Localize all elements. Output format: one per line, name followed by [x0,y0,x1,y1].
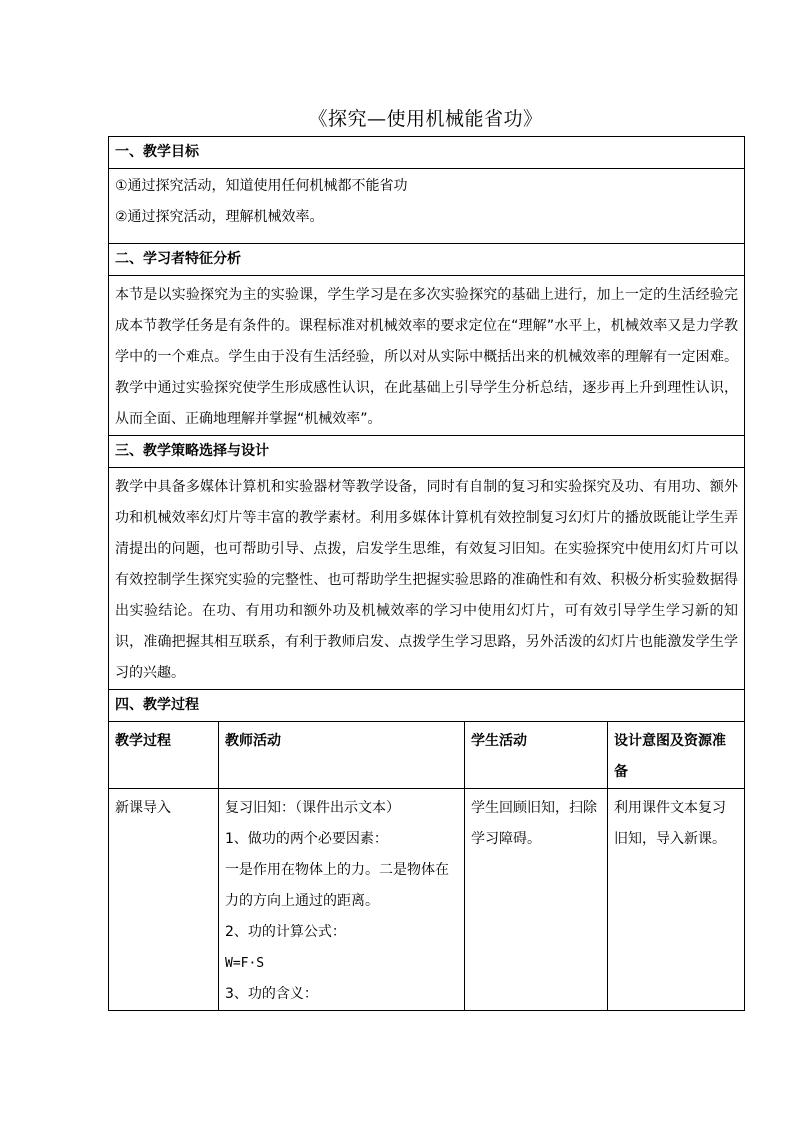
section-3-heading-row [109,436,745,468]
design-intent-cell: 利用课件文本复习旧知，导入新课。 [608,789,745,1011]
teacher-activity-line: 一是作用在物体上的力。二是物体在力的方向上通过的距离。 [225,862,449,909]
section-2-heading: 二、学习者特征分析 [109,244,745,276]
lesson-plan-table [108,136,745,1011]
teaching-goals-cell [109,169,745,244]
column-header-student: 学生活动 [465,722,608,789]
column-header-design: 设计意图及资源准备 [608,722,745,789]
teacher-activity-line: 1、做功的两个必要因素： [225,831,388,847]
teaching-goal-item: ①通过探究活动，知道使用任何机械都不能省功 [115,178,408,194]
process-header-row [109,722,745,789]
column-header-teacher: 教师活动 [219,722,465,789]
teacher-activity-line: 2、功的计算公式： [225,924,346,940]
section-4-heading-row [109,690,745,722]
teaching-goal-item: ②通过探究活动，理解机械效率。 [115,209,324,225]
section-1-heading: 一、教学目标 [109,137,745,169]
section-2-heading-row [109,244,745,276]
section-1-heading-row [109,137,745,169]
stage-cell: 新课导入 [109,789,219,1011]
teacher-activity-line: 3、功的含义： [225,986,318,1002]
teacher-activity-line: 复习旧知：（课件出示文本） [225,800,400,816]
section-1-body-row [109,169,745,244]
column-header-stage: 教学过程 [109,722,219,789]
section-3-heading: 三、教学策略选择与设计 [109,436,745,468]
section-2-body-row [109,276,745,436]
work-formula: W=F·S [225,956,265,971]
learner-analysis-text: 本节是以实验探究为主的实验课，学生学习是在多次实验探究的基础上进行，加上一定的生活经验完成本节教学任务是有条件的。课程标准对机械效率的要求定位在“理解”水平上，机械效率又是力学教学中的一个难点。学生由于没有生活经验，所以对从实际中概括出来的机械效率的理解有一定困难。教学中通过实验探究使学生形成感性认识，在此基础上引导学生分析总结，逐步再上升到理性认识，从而全面、正确地理解并掌握“机械效率”。 [109,276,745,436]
strategy-design-text: 教学中具备多媒体计算机和实验器材等教学设备，同时有自制的复习和实验探究及功、有用功、额外功和机械效率幻灯片等丰富的教学素材。利用多媒体计算机有效控制复习幻灯片的播放既能让学生弄清提出的问题，也可帮助引导、点拨，启发学生思维，有效复习旧知。在实验探究中使用幻灯片可以有效控制学生探究实验的完整性、也可帮助学生把握实验思路的准确性和有效、积极分析实验数据得出实验结论。在功、有用功和额外功及机械效率的学习中使用幻灯片，可有效引导学生学习新的知识，准确把握其相互联系，有利于教师启发、点拨学生学习思路，另外活泼的幻灯片也能激发学生学习的兴趣。 [109,468,745,690]
process-row [109,789,745,1011]
teacher-activity-cell [219,789,465,1011]
student-activity-cell: 学生回顾旧知，扫除学习障碍。 [465,789,608,1011]
section-3-body-row [109,468,745,690]
section-4-heading: 四、教学过程 [109,690,745,722]
document-title: 《探究—使用机械能省功》 [308,108,543,130]
